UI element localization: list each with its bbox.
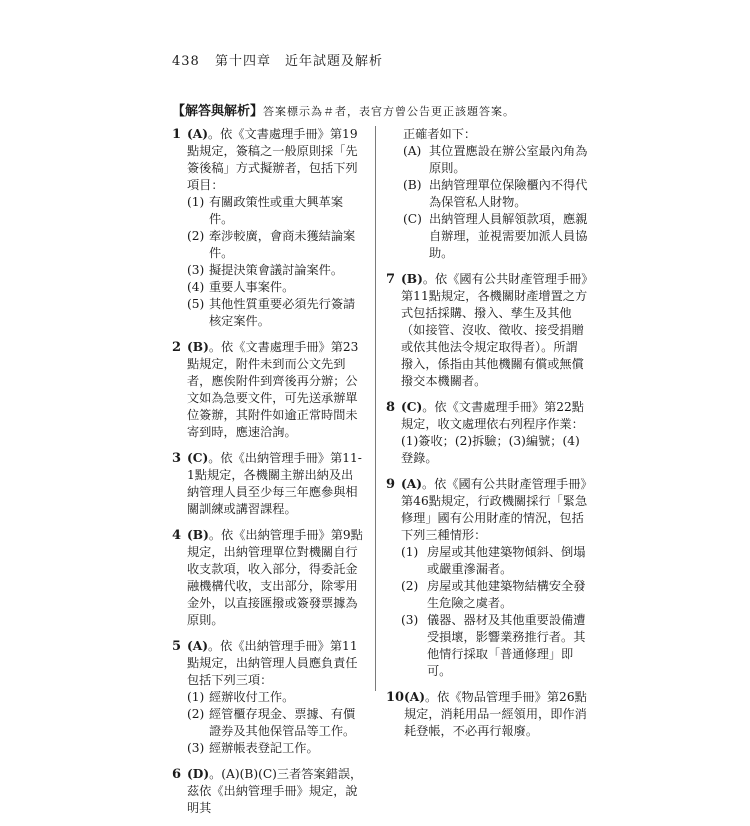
right-column <box>386 126 588 749</box>
sub-item <box>187 740 364 757</box>
answer-explanation: 。依《出納管理手冊》第11點規定，出納管理人員應負責任包括下列三項： <box>187 639 358 687</box>
question-number: 7 <box>386 272 396 287</box>
sub-text: 經辦帳表登記工作。 <box>209 741 319 755</box>
page-header <box>172 50 383 69</box>
sub-label: (C) <box>403 212 422 226</box>
section-label: 【解答與解析】 <box>172 104 264 119</box>
column-divider <box>375 126 376 691</box>
answer-choice: (A) <box>187 639 208 653</box>
question-number: 4 <box>172 528 182 543</box>
answer-intro <box>172 100 515 119</box>
sub-text: 重要人事案件。 <box>209 280 295 294</box>
continuation-block <box>386 126 588 262</box>
chapter-title: 第十四章 近年試題及解析 <box>214 54 383 69</box>
sub-item <box>401 612 588 680</box>
question-number: 1 <box>172 127 182 142</box>
sub-label: (3) <box>187 263 205 277</box>
left-column <box>172 126 364 826</box>
sub-item <box>401 544 588 578</box>
sub-text: 房屋或其他建築物傾斜、倒塌或嚴重滲漏者。 <box>427 545 586 576</box>
sub-item <box>187 228 364 262</box>
sub-text: 出納管理人員解領款項，應親自辦理，並視需要加派人員協助。 <box>429 212 588 260</box>
sub-label: (1) <box>187 195 205 209</box>
answer-explanation: 。依《物品管理手冊》第26點規定，消耗用品一經領用，即作消耗登帳，不必再行報廢。 <box>404 690 587 738</box>
sub-text: 有關政策性或重大興革案件。 <box>209 195 344 226</box>
answer-explanation: 。依《國有公共財產管理手冊》第11點規定，各機關財產增置之方式包括採購、撥入、孳生及其他（如接管、沒收、徵收、接受捐贈或依其他法令規定取得者）。所謂撥入，係指由其他機關有償或無償撥交本機關者。 <box>401 272 588 388</box>
sub-item <box>187 706 364 740</box>
answer-choice: (B) <box>401 272 423 286</box>
answer-body <box>187 339 364 441</box>
sub-item <box>401 578 588 612</box>
question-answer <box>172 766 364 817</box>
sub-item <box>187 279 364 296</box>
answer-explanation: 。依《文書處理手冊》第19點規定，簽稿之一般原則採「先簽後稿」方式擬辦者，包括下列項目： <box>187 127 358 192</box>
answer-choice: (B) <box>187 340 209 354</box>
question-number: 10 <box>386 690 405 705</box>
question-answer <box>172 638 364 757</box>
continuation-text: 正確者如下： <box>403 127 477 141</box>
sub-text: 牽涉較廣，會商未獲結論案件。 <box>209 229 356 260</box>
question-answer <box>386 476 588 680</box>
answer-explanation: 。(A)(B)(C)三者答案錯誤，茲依《出納管理手冊》規定，說明其 <box>187 767 363 815</box>
sub-item <box>403 211 588 262</box>
question-answer <box>172 450 364 518</box>
section-note: 答案標示為＃者，表官方曾公告更正該題答案。 <box>263 105 516 118</box>
sub-label: (3) <box>401 613 419 627</box>
answer-explanation: 。依《出納管理手冊》第9點規定，出納管理單位對機關自行收支款項，收入部分，得委託金融機構代收，支出部分，除零用金外，以直接匯撥或簽發票據為原則。 <box>187 528 363 627</box>
question-number: 2 <box>172 340 182 355</box>
answer-choice: (A) <box>401 477 422 491</box>
question-number: 3 <box>172 451 182 466</box>
answer-explanation: 。依《文書處理手冊》第22點規定，收文處理依右列程序作業：(1)簽收；(2)拆驗；(3)編號；(4)登錄。 <box>401 400 584 465</box>
sub-text: 房屋或其他建築物結構安全發生危險之虞者。 <box>427 579 586 610</box>
sub-item <box>187 194 364 228</box>
question-number: 6 <box>172 767 182 782</box>
sub-item <box>187 262 364 279</box>
answer-body <box>187 638 364 689</box>
sub-label: (1) <box>187 690 205 704</box>
answer-explanation: 。依《國有公共財產管理手冊》第46點規定，行政機關採行「緊急修理」國有公用財產的情況，包括下列三種情形： <box>401 477 588 542</box>
answer-choice: (C) <box>401 400 423 414</box>
sub-label: (3) <box>187 741 205 755</box>
sub-label: (2) <box>187 229 205 243</box>
answer-body <box>401 271 588 390</box>
answer-choice: (A) <box>404 690 425 704</box>
sub-text: 其他性質重要必須先行簽請核定案件。 <box>209 297 356 328</box>
question-answer <box>172 339 364 441</box>
question-number: 5 <box>172 639 182 654</box>
question-answer <box>172 527 364 629</box>
answer-body <box>187 126 364 194</box>
answer-body <box>187 527 364 629</box>
question-answer <box>172 126 364 330</box>
sub-item <box>403 143 588 177</box>
question-answer <box>386 399 588 467</box>
answer-choice: (B) <box>187 528 209 542</box>
sub-text: 擬提決策會議討論案件。 <box>209 263 344 277</box>
sub-text: 儀器、器材及其他重要設備遭受損壞，影響業務推行者。其他情行採取「普通修理」即可。 <box>427 613 586 678</box>
question-number: 8 <box>386 400 396 415</box>
sub-label: (2) <box>187 707 205 721</box>
sub-text: 出納管理單位保險櫃內不得代為保管私人財物。 <box>429 178 588 209</box>
answer-body <box>404 689 588 740</box>
sub-label: (5) <box>187 297 205 311</box>
question-number: 9 <box>386 477 396 492</box>
answer-explanation: 。依《出納管理手冊》第11-1點規定，各機關主辦出納及出納管理人員至少每三年應參與相關訓練或講習課程。 <box>187 451 362 516</box>
answer-body <box>401 399 588 467</box>
answer-explanation: 。依《文書處理手冊》第23點規定，附件未到而公文先到者，應俟附件到齊後再分辦；公文如為急要文件，可先送承辦單位簽辦，其附件如逾正常時間未寄到時，應速洽詢。 <box>187 340 359 439</box>
sub-text: 經管櫃存現金、票據、有價證券及其他保管品等工作。 <box>209 707 356 738</box>
sub-label: (4) <box>187 280 205 294</box>
answer-body <box>187 766 364 817</box>
answer-choice: (D) <box>187 767 210 781</box>
sub-text: 其位置應設在辦公室最內角為原則。 <box>429 144 588 175</box>
sub-item <box>187 689 364 706</box>
answer-body <box>401 476 588 544</box>
sub-text: 經辦收付工作。 <box>209 690 295 704</box>
sub-item <box>403 177 588 211</box>
question-answer <box>386 271 588 390</box>
page-number: 438 <box>172 54 200 69</box>
answer-choice: (A) <box>187 127 208 141</box>
sub-label: (B) <box>403 178 422 192</box>
sub-label: (A) <box>403 144 422 158</box>
answer-body <box>187 450 364 518</box>
answer-choice: (C) <box>187 451 209 465</box>
question-answer <box>386 689 588 740</box>
sub-item <box>187 296 364 330</box>
sub-label: (1) <box>401 545 419 559</box>
sub-label: (2) <box>401 579 419 593</box>
